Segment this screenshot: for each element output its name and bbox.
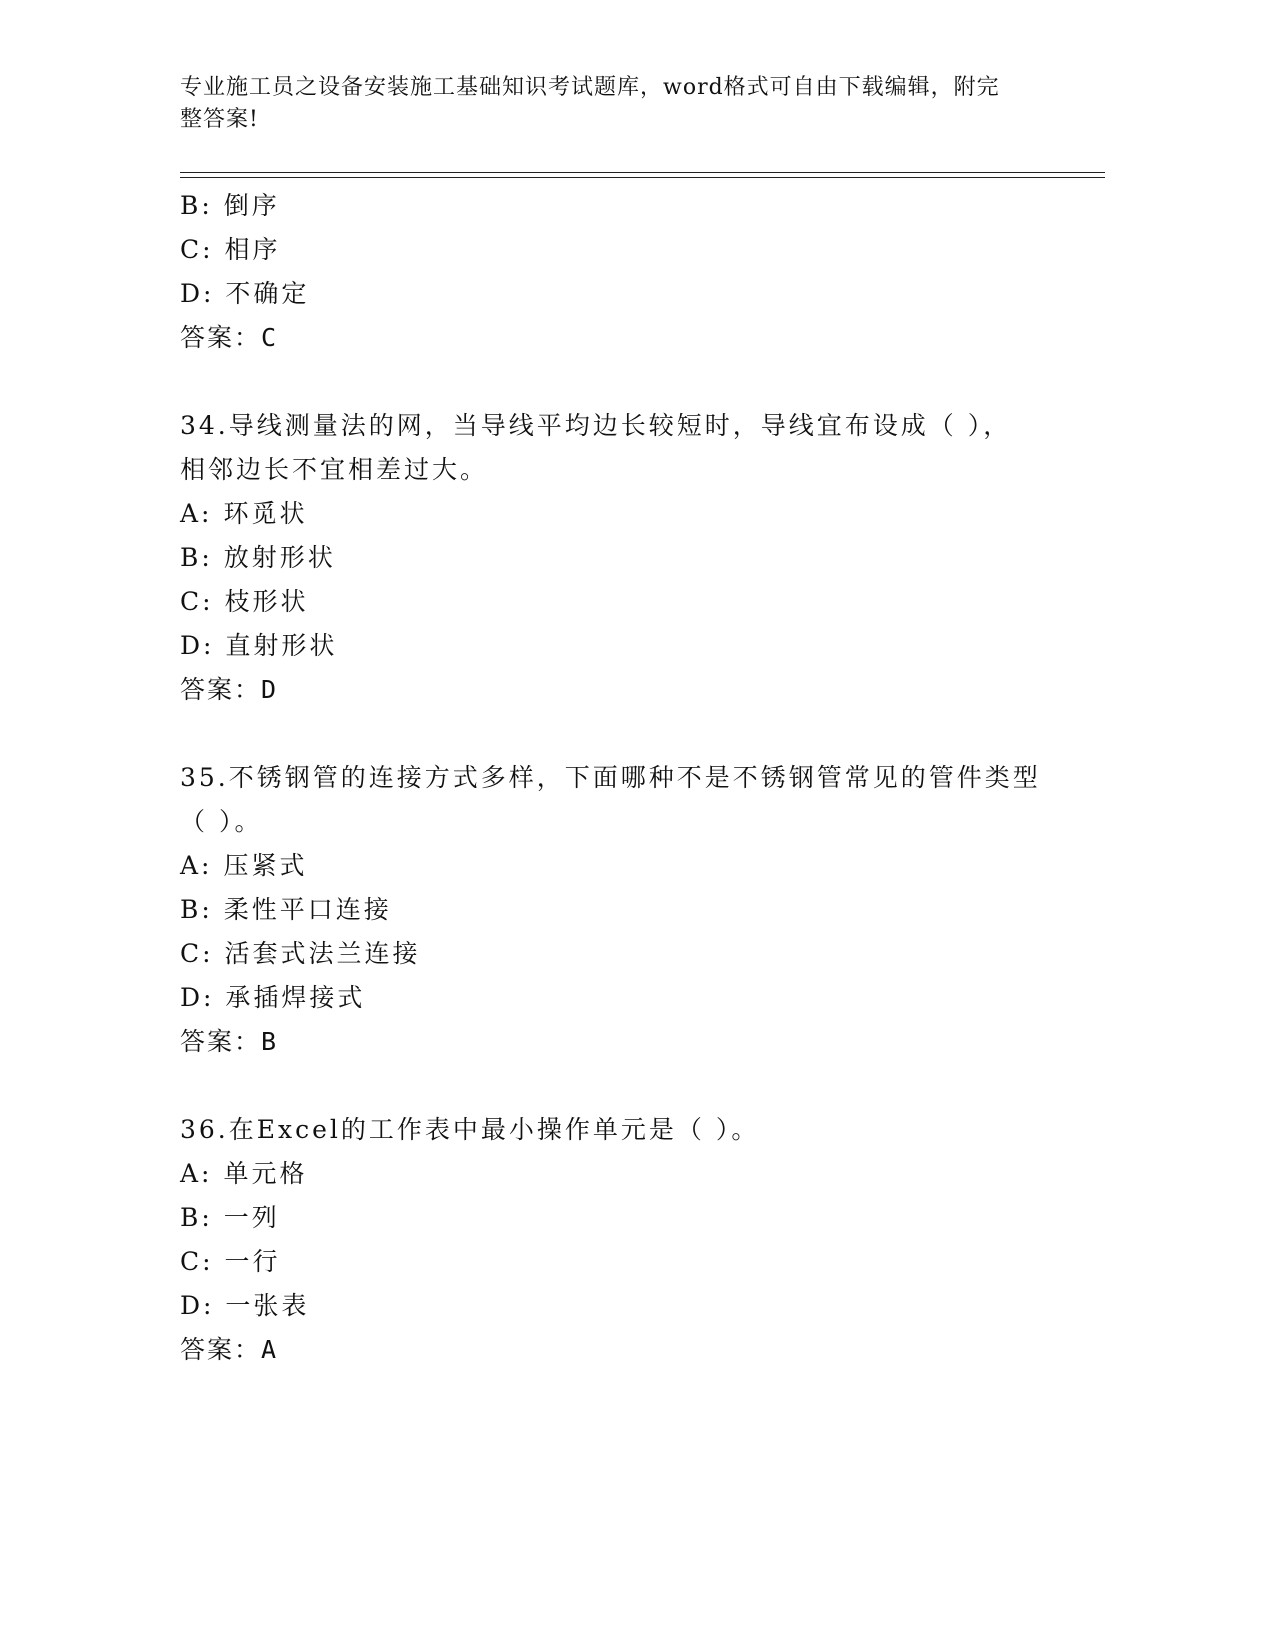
- option-label: D:: [180, 983, 215, 1012]
- option-text: 不确定: [225, 279, 310, 308]
- option-text: 柔性平口连接: [223, 895, 392, 924]
- option-text: 承插焊接式: [225, 983, 366, 1012]
- option-label: D:: [180, 631, 215, 660]
- option-b: [180, 888, 1080, 932]
- option-label: A:: [180, 1159, 213, 1188]
- option-text: 放射形状: [223, 543, 336, 572]
- answer-line: [180, 668, 1080, 712]
- answer-key: C: [261, 323, 279, 352]
- question-35: [180, 756, 1080, 1064]
- answer-prefix: 答案：: [180, 323, 262, 352]
- option-label: B:: [180, 1203, 213, 1232]
- option-text: 一行: [224, 1247, 281, 1276]
- option-text: 倒序: [223, 191, 280, 220]
- question-list: [180, 184, 1080, 1372]
- option-label: C:: [180, 1247, 214, 1276]
- option-label: D:: [180, 279, 215, 308]
- option-b: [180, 536, 1080, 580]
- option-label: C:: [180, 235, 214, 264]
- option-d: [180, 272, 1080, 316]
- answer-key: A: [261, 1335, 279, 1364]
- option-label: B:: [180, 543, 213, 572]
- answer-prefix: 答案：: [180, 1027, 262, 1056]
- option-label: C:: [180, 587, 214, 616]
- option-label: B:: [180, 895, 213, 924]
- header-divider-top: [180, 172, 1105, 173]
- question-stem-line-1: 36.在Excel的工作表中最小操作单元是（ ）。: [180, 1115, 760, 1144]
- option-text: 一列: [223, 1203, 280, 1232]
- prev-question-options: [180, 184, 1080, 360]
- option-text: 枝形状: [224, 587, 309, 616]
- answer-prefix: 答案：: [180, 675, 262, 704]
- option-text: 直射形状: [225, 631, 338, 660]
- option-c: [180, 1240, 1080, 1284]
- option-c: [180, 580, 1080, 624]
- option-b: [180, 1196, 1080, 1240]
- header-line-2: 整答案!: [180, 107, 259, 132]
- question-34: [180, 404, 1080, 712]
- option-d: [180, 624, 1080, 668]
- answer-prefix: 答案：: [180, 1335, 262, 1364]
- option-a: [180, 492, 1080, 536]
- option-label: A:: [180, 851, 213, 880]
- option-label: C:: [180, 939, 214, 968]
- answer-line: [180, 316, 1080, 360]
- answer-key: B: [261, 1027, 279, 1056]
- option-text: 环觅状: [223, 499, 308, 528]
- option-d: [180, 1284, 1080, 1328]
- answer-key: D: [261, 675, 279, 704]
- question-36: [180, 1108, 1080, 1372]
- option-c: [180, 932, 1080, 976]
- option-text: 压紧式: [223, 851, 308, 880]
- question-stem-line-1: 35.不锈钢管的连接方式多样，下面哪种不是不锈钢管常见的管件类型: [180, 763, 1041, 792]
- option-label: A:: [180, 499, 213, 528]
- option-text: 一张表: [225, 1291, 310, 1320]
- answer-line: [180, 1020, 1080, 1064]
- option-label: B:: [180, 191, 213, 220]
- question-spacer: [180, 1064, 1080, 1108]
- answer-line: [180, 1328, 1080, 1372]
- option-text: 活套式法兰连接: [224, 939, 421, 968]
- option-a: [180, 1152, 1080, 1196]
- option-c: [180, 228, 1080, 272]
- page-header: [180, 72, 1040, 136]
- question-spacer: [180, 712, 1080, 756]
- option-text: 单元格: [223, 1159, 308, 1188]
- question-stem-line-2: 相邻边长不宜相差过大。: [180, 455, 489, 484]
- option-a: [180, 844, 1080, 888]
- header-line-1: 专业施工员之设备安装施工基础知识考试题库，word格式可自由下载编辑，附完: [180, 75, 1000, 100]
- option-d: [180, 976, 1080, 1020]
- option-b: [180, 184, 1080, 228]
- question-stem-line-1: 34.导线测量法的网，当导线平均边长较短时，导线宜布设成（ ），: [180, 411, 1012, 440]
- header-divider-bottom: [180, 177, 1105, 178]
- option-label: D:: [180, 1291, 215, 1320]
- question-stem-line-2: （ ）。: [180, 807, 263, 836]
- question-spacer: [180, 360, 1080, 404]
- option-text: 相序: [224, 235, 281, 264]
